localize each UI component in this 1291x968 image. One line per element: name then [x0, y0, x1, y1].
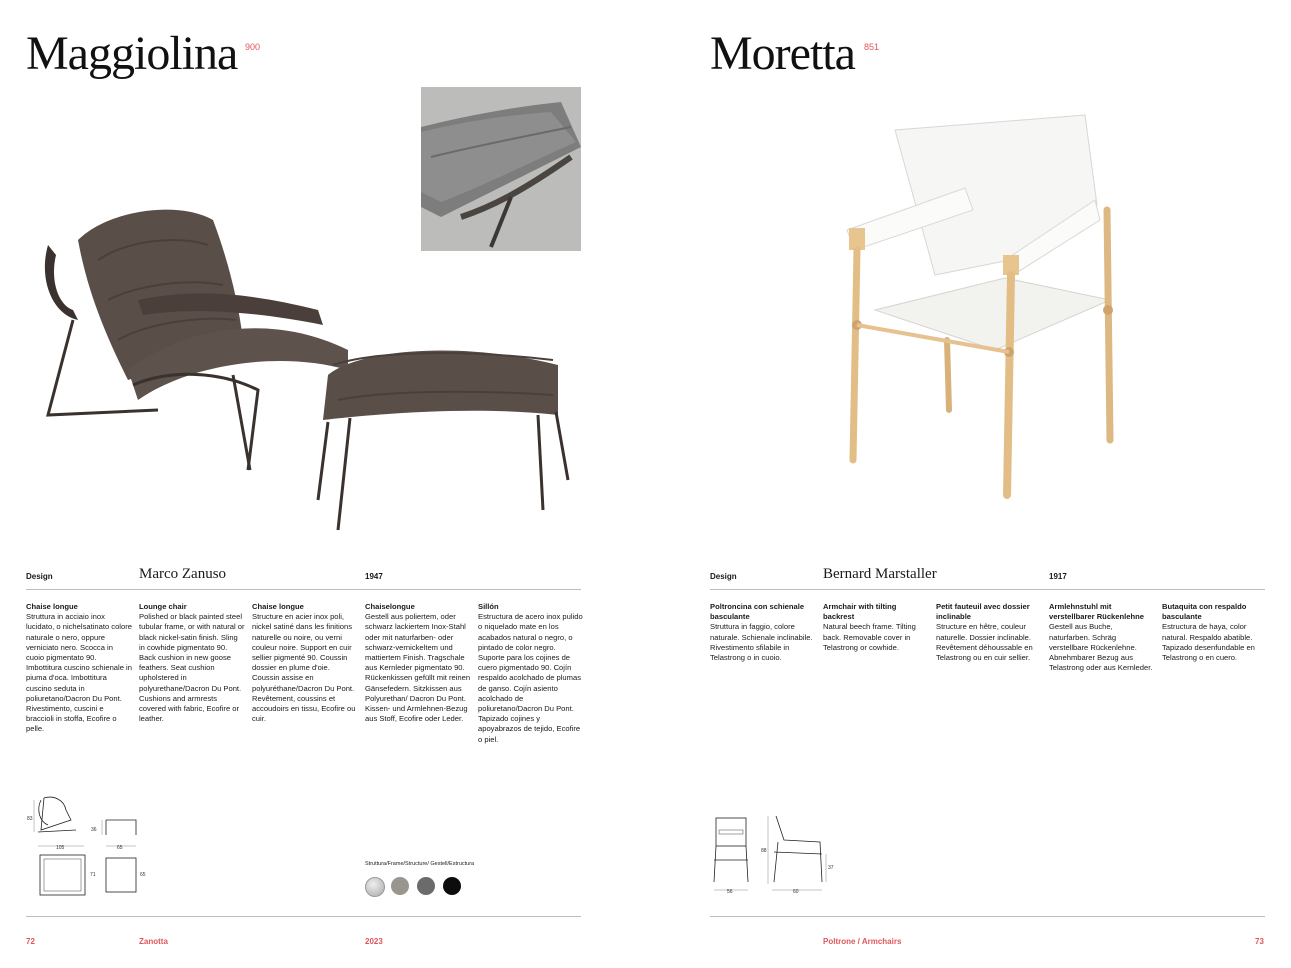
- description-heading: Armlehnstuhl mit verstellbarer Rückenlehne: [1049, 602, 1144, 622]
- product-code: 900: [245, 42, 261, 52]
- product-image-moretta: [835, 110, 1135, 500]
- divider: [26, 589, 581, 590]
- design-label: Design: [26, 572, 53, 581]
- page-number-right: 73: [1255, 937, 1264, 946]
- design-year: 1917: [1049, 572, 1067, 581]
- product-title: Maggiolina: [26, 27, 238, 80]
- footer-divider: [710, 916, 1265, 917]
- product-title: Moretta: [710, 27, 855, 80]
- description-heading: Petit fauteuil avec dossier inclinable: [936, 602, 1030, 622]
- dim-depth: 60: [793, 889, 799, 895]
- description-body: Gestell aus poliertem, oder schwarz lackiertem Inox-Stahl oder mit naturfarben- oder schwarz-vernickeltem und mattiertem Finish. Tragschale aus Kernleder pigmentato 90. Rückenkissen gefüllt mit reinen Gänsefedern. Sitzkissen aus Polyurethan/ Dacron Du Pont. Kissen- und Armlehnen-Bezug aus Stoff, Ecofire oder Leder.: [365, 612, 471, 724]
- catalogue-year: 2023: [365, 937, 383, 946]
- section-name: Poltrone / Armchairs: [823, 937, 902, 946]
- design-year: 1947: [365, 572, 383, 581]
- technical-drawing-maggiolina: [26, 790, 156, 900]
- designer-name: Bernard Marstaller: [823, 566, 937, 582]
- product-image-maggiolina: [38, 200, 578, 535]
- description-fr: [252, 602, 358, 724]
- description-heading: Lounge chair: [139, 602, 187, 611]
- footer-divider: [26, 916, 581, 917]
- description-heading: Butaquita con respaldo basculante: [1162, 602, 1247, 622]
- description-body: Structure en hêtre, couleur naturelle. Dossier inclinable. Revêtement déhoussable en Telastrong ou en cuir sellier.: [936, 622, 1033, 663]
- dim-seat-height: 37: [828, 865, 834, 871]
- dim-height: 83: [27, 816, 33, 822]
- description-heading: Chaise longue: [26, 602, 78, 611]
- swatch-natural-satin[interactable]: [391, 877, 409, 895]
- description-body: Polished or black painted steel tubular frame, or with natural or black nickel-satin finish. Sling in cowhide pigmentato 90. Back cushion in new goose feathers. Seat cushion upholstered in polyurethane/Dacron Du Pont. Cushions and armrests covered with fabric, Ecofire or leather.: [139, 612, 245, 724]
- dim-width: 56: [727, 889, 733, 895]
- description-heading: Armchair with tilting backrest: [823, 602, 897, 622]
- dim-height: 88: [761, 848, 767, 854]
- brand-name: Zanotta: [139, 937, 168, 946]
- description-body: Estructura de acero inox pulido o niquelado mate en los acabados natural o negro, o pintado de color negro. Suporte para los cojines de cuero pigmentado 90. Cojín respaldo acolchado de plumas de ganso. Cojín asiento acolchado de poliuretano/Dacron Du Pont. Tapizado cojines y apoyabrazos de tejido, Ecofire o piel.: [478, 612, 583, 744]
- description-it: [710, 602, 816, 663]
- dim-depth: 105: [56, 845, 65, 851]
- dim-ottoman-width: 65: [140, 872, 146, 878]
- swatch-polished[interactable]: [365, 877, 385, 897]
- swatch-black[interactable]: [443, 877, 461, 895]
- product-code: 851: [864, 42, 880, 52]
- description-heading: Chaise longue: [252, 602, 304, 611]
- description-heading: Sillón: [478, 602, 499, 611]
- description-fr: [936, 602, 1042, 663]
- dim-ottoman-height: 36: [91, 827, 97, 833]
- description-de: [365, 602, 471, 724]
- page-number-left: 72: [26, 937, 35, 946]
- divider: [710, 589, 1265, 590]
- swatch-black-satin[interactable]: [417, 877, 435, 895]
- technical-drawing-moretta: [708, 810, 848, 900]
- description-body: Struttura in acciaio inox lucidato, o nichelsatinato colore naturale o nero, oppure verniciato nero. Scocca in cuoio pigmentato 90. Imbottitura cuscino schienale in piuma d'oca. Imbottitura cuscino seduta in poliuretano/Dacron Du Pont. Rivestimento, cuscini e braccioli in stoffa, Ecofire o pelle.: [26, 612, 132, 734]
- description-heading: Chaiselongue: [365, 602, 415, 611]
- description-heading: Poltroncina con schienale basculante: [710, 602, 805, 622]
- description-body: Natural beech frame. Tilting back. Removable cover in Telastrong or cowhide.: [823, 622, 916, 652]
- description-en: [823, 602, 929, 653]
- design-label: Design: [710, 572, 737, 581]
- swatch-label: Struttura/Frame/Structure/ Gestell/Estructura: [365, 861, 475, 867]
- designer-name: Marco Zanuso: [139, 566, 227, 582]
- description-body: Gestell aus Buche, naturfarben. Schräg verstellbare Rückenlehne. Abnehmbarer Bezug aus Telastrong oder aus Kernleder.: [1049, 622, 1153, 673]
- description-it: [26, 602, 132, 735]
- dim-ottoman-depth: 65: [117, 845, 123, 851]
- dim-width: 71: [90, 872, 96, 878]
- description-de: [1049, 602, 1155, 673]
- description-body: Estructura de haya, color natural. Respaldo abatible. Tapizado desenfundable en Telastrong o en cuero.: [1162, 622, 1255, 663]
- description-body: Structure en acier inox poli, nickel satiné dans les finitions naturelle ou noire, ou verni couleur noire. Support en cuir sellier pigmenté 90. Coussin dossier en plume d'oie. Coussin assise en polyuréthane/Dacron Du Pont. Revêtement, coussins et accoudoirs en tissu, Ecofire ou cuir.: [252, 612, 356, 724]
- description-es: [1162, 602, 1268, 663]
- description-body: Struttura in faggio, colore naturale. Schienale inclinabile. Rivestimento sfilabile in Telastrong o in cuoio.: [710, 622, 813, 663]
- description-es: [478, 602, 584, 745]
- description-en: [139, 602, 245, 724]
